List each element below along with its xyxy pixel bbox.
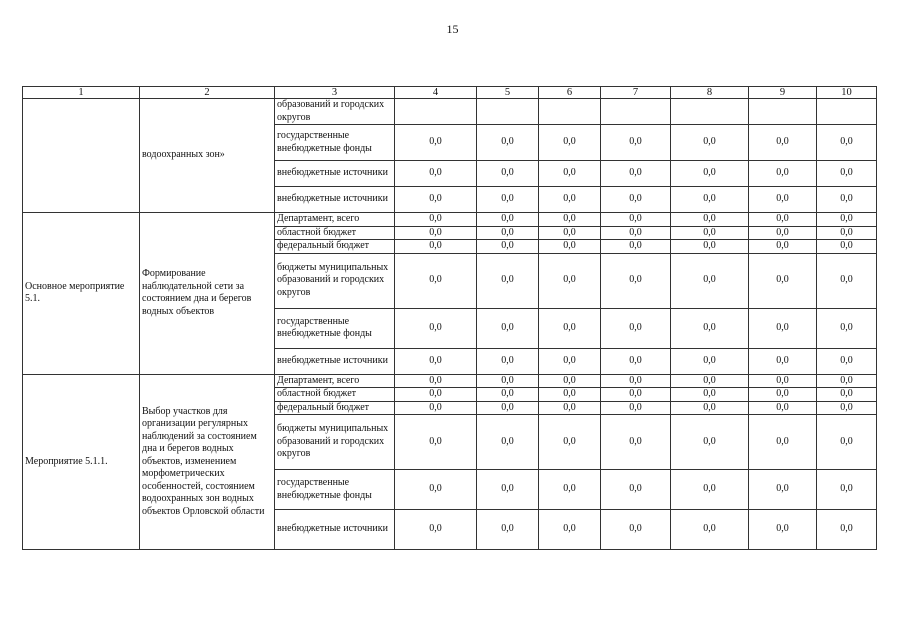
header-cell: 9 xyxy=(749,87,817,99)
value-cell: 0,0 xyxy=(817,308,877,348)
value-cell: 0,0 xyxy=(395,401,477,415)
value-cell: 0,0 xyxy=(539,510,601,550)
table-row xyxy=(23,213,877,227)
value-cell: 0,0 xyxy=(671,187,749,213)
funding-source-cell: государственные внебюджетные фонды xyxy=(275,308,395,348)
value-cell xyxy=(671,99,749,125)
value-cell: 0,0 xyxy=(671,415,749,470)
event-code-cell: Основное мероприятие 5.1. xyxy=(23,213,140,375)
value-cell: 0,0 xyxy=(395,253,477,308)
header-cell: 5 xyxy=(477,87,539,99)
value-cell: 0,0 xyxy=(395,125,477,161)
value-cell: 0,0 xyxy=(817,187,877,213)
funding-source-cell: бюджеты муниципальных образований и городских округов xyxy=(275,415,395,470)
value-cell xyxy=(749,99,817,125)
value-cell: 0,0 xyxy=(671,401,749,415)
value-cell: 0,0 xyxy=(477,510,539,550)
value-cell: 0,0 xyxy=(477,415,539,470)
value-cell: 0,0 xyxy=(817,348,877,374)
value-cell: 0,0 xyxy=(539,187,601,213)
header-cell: 4 xyxy=(395,87,477,99)
value-cell: 0,0 xyxy=(671,510,749,550)
funding-source-cell: внебюджетные источники xyxy=(275,348,395,374)
table-row xyxy=(23,99,877,125)
table-header xyxy=(23,87,877,99)
value-cell: 0,0 xyxy=(539,161,601,187)
value-cell: 0,0 xyxy=(671,240,749,254)
value-cell: 0,0 xyxy=(539,226,601,240)
value-cell: 0,0 xyxy=(601,470,671,510)
value-cell: 0,0 xyxy=(539,415,601,470)
value-cell: 0,0 xyxy=(817,213,877,227)
value-cell: 0,0 xyxy=(477,348,539,374)
value-cell: 0,0 xyxy=(539,308,601,348)
value-cell: 0,0 xyxy=(749,125,817,161)
value-cell: 0,0 xyxy=(749,308,817,348)
value-cell: 0,0 xyxy=(817,226,877,240)
value-cell xyxy=(395,99,477,125)
value-cell: 0,0 xyxy=(671,348,749,374)
value-cell: 0,0 xyxy=(671,470,749,510)
value-cell: 0,0 xyxy=(749,401,817,415)
value-cell: 0,0 xyxy=(749,348,817,374)
value-cell: 0,0 xyxy=(395,226,477,240)
value-cell: 0,0 xyxy=(601,125,671,161)
budget-table xyxy=(22,86,877,550)
value-cell: 0,0 xyxy=(817,125,877,161)
funding-source-cell: внебюджетные источники xyxy=(275,187,395,213)
value-cell: 0,0 xyxy=(539,470,601,510)
value-cell: 0,0 xyxy=(539,401,601,415)
value-cell: 0,0 xyxy=(601,510,671,550)
value-cell: 0,0 xyxy=(539,253,601,308)
value-cell: 0,0 xyxy=(395,374,477,388)
funding-source-cell: федеральный бюджет xyxy=(275,401,395,415)
funding-source-cell: бюджеты муниципальных образований и городских округов xyxy=(275,253,395,308)
value-cell: 0,0 xyxy=(817,161,877,187)
value-cell: 0,0 xyxy=(477,240,539,254)
page-number: 15 xyxy=(446,22,459,36)
value-cell: 0,0 xyxy=(671,213,749,227)
event-description-cell: Формирование наблюдательной сети за состоянием дна и берегов водных объектов xyxy=(140,213,275,375)
value-cell: 0,0 xyxy=(601,226,671,240)
funding-source-cell: федеральный бюджет xyxy=(275,240,395,254)
value-cell: 0,0 xyxy=(817,240,877,254)
value-cell xyxy=(601,99,671,125)
value-cell: 0,0 xyxy=(671,226,749,240)
funding-source-cell: государственные внебюджетные фонды xyxy=(275,125,395,161)
funding-source-cell: Департамент, всего xyxy=(275,213,395,227)
funding-source-cell: областной бюджет xyxy=(275,226,395,240)
value-cell xyxy=(817,99,877,125)
value-cell: 0,0 xyxy=(671,161,749,187)
header-cell: 10 xyxy=(817,87,877,99)
value-cell xyxy=(477,99,539,125)
value-cell: 0,0 xyxy=(601,213,671,227)
header-cell: 2 xyxy=(140,87,275,99)
value-cell: 0,0 xyxy=(817,470,877,510)
value-cell: 0,0 xyxy=(749,470,817,510)
event-code-cell xyxy=(23,99,140,213)
value-cell: 0,0 xyxy=(749,213,817,227)
header-row xyxy=(23,87,877,99)
value-cell: 0,0 xyxy=(749,388,817,402)
value-cell: 0,0 xyxy=(601,161,671,187)
value-cell: 0,0 xyxy=(749,415,817,470)
value-cell: 0,0 xyxy=(477,125,539,161)
header-cell: 3 xyxy=(275,87,395,99)
event-description-cell: водоохранных зон» xyxy=(140,99,275,213)
value-cell: 0,0 xyxy=(477,187,539,213)
value-cell: 0,0 xyxy=(817,510,877,550)
value-cell: 0,0 xyxy=(477,213,539,227)
value-cell: 0,0 xyxy=(395,308,477,348)
value-cell: 0,0 xyxy=(749,226,817,240)
header-cell: 6 xyxy=(539,87,601,99)
funding-source-cell: внебюджетные источники xyxy=(275,510,395,550)
value-cell: 0,0 xyxy=(817,374,877,388)
value-cell: 0,0 xyxy=(477,401,539,415)
table-body xyxy=(23,99,877,550)
value-cell: 0,0 xyxy=(395,187,477,213)
value-cell: 0,0 xyxy=(395,470,477,510)
value-cell: 0,0 xyxy=(539,213,601,227)
value-cell: 0,0 xyxy=(395,510,477,550)
value-cell: 0,0 xyxy=(671,374,749,388)
value-cell: 0,0 xyxy=(817,415,877,470)
table-row xyxy=(23,374,877,388)
value-cell: 0,0 xyxy=(601,388,671,402)
header-cell: 7 xyxy=(601,87,671,99)
value-cell: 0,0 xyxy=(601,401,671,415)
value-cell: 0,0 xyxy=(539,240,601,254)
value-cell: 0,0 xyxy=(601,240,671,254)
value-cell: 0,0 xyxy=(477,161,539,187)
funding-source-cell: Департамент, всего xyxy=(275,374,395,388)
value-cell: 0,0 xyxy=(817,401,877,415)
value-cell xyxy=(539,99,601,125)
value-cell: 0,0 xyxy=(749,374,817,388)
value-cell: 0,0 xyxy=(749,253,817,308)
value-cell: 0,0 xyxy=(395,348,477,374)
value-cell: 0,0 xyxy=(395,415,477,470)
value-cell: 0,0 xyxy=(671,308,749,348)
value-cell: 0,0 xyxy=(539,125,601,161)
funding-source-cell: внебюджетные источники xyxy=(275,161,395,187)
value-cell: 0,0 xyxy=(749,510,817,550)
funding-source-cell: областной бюджет xyxy=(275,388,395,402)
value-cell: 0,0 xyxy=(477,226,539,240)
event-description-cell: Выбор участков для организации регулярных наблюдений за состоянием дна и берегов водных объектов, изменением морфометрических особенностей, состоянием водоохранных зон водных объектов Орловской области xyxy=(140,374,275,550)
funding-source-cell: государственные внебюджетные фонды xyxy=(275,470,395,510)
value-cell: 0,0 xyxy=(601,308,671,348)
value-cell: 0,0 xyxy=(395,213,477,227)
value-cell: 0,0 xyxy=(749,187,817,213)
value-cell: 0,0 xyxy=(601,348,671,374)
value-cell: 0,0 xyxy=(395,161,477,187)
value-cell: 0,0 xyxy=(539,388,601,402)
value-cell: 0,0 xyxy=(539,348,601,374)
value-cell: 0,0 xyxy=(395,240,477,254)
value-cell: 0,0 xyxy=(539,374,601,388)
value-cell: 0,0 xyxy=(601,415,671,470)
value-cell: 0,0 xyxy=(671,388,749,402)
value-cell: 0,0 xyxy=(817,253,877,308)
funding-source-cell: образований и городских округов xyxy=(275,99,395,125)
value-cell: 0,0 xyxy=(601,187,671,213)
value-cell: 0,0 xyxy=(749,161,817,187)
value-cell: 0,0 xyxy=(477,374,539,388)
value-cell: 0,0 xyxy=(749,240,817,254)
value-cell: 0,0 xyxy=(395,388,477,402)
value-cell: 0,0 xyxy=(477,388,539,402)
value-cell: 0,0 xyxy=(601,253,671,308)
value-cell: 0,0 xyxy=(477,470,539,510)
value-cell: 0,0 xyxy=(817,388,877,402)
value-cell: 0,0 xyxy=(477,308,539,348)
value-cell: 0,0 xyxy=(671,253,749,308)
header-cell: 1 xyxy=(23,87,140,99)
event-code-cell: Мероприятие 5.1.1. xyxy=(23,374,140,550)
value-cell: 0,0 xyxy=(601,374,671,388)
value-cell: 0,0 xyxy=(671,125,749,161)
value-cell: 0,0 xyxy=(477,253,539,308)
header-cell: 8 xyxy=(671,87,749,99)
